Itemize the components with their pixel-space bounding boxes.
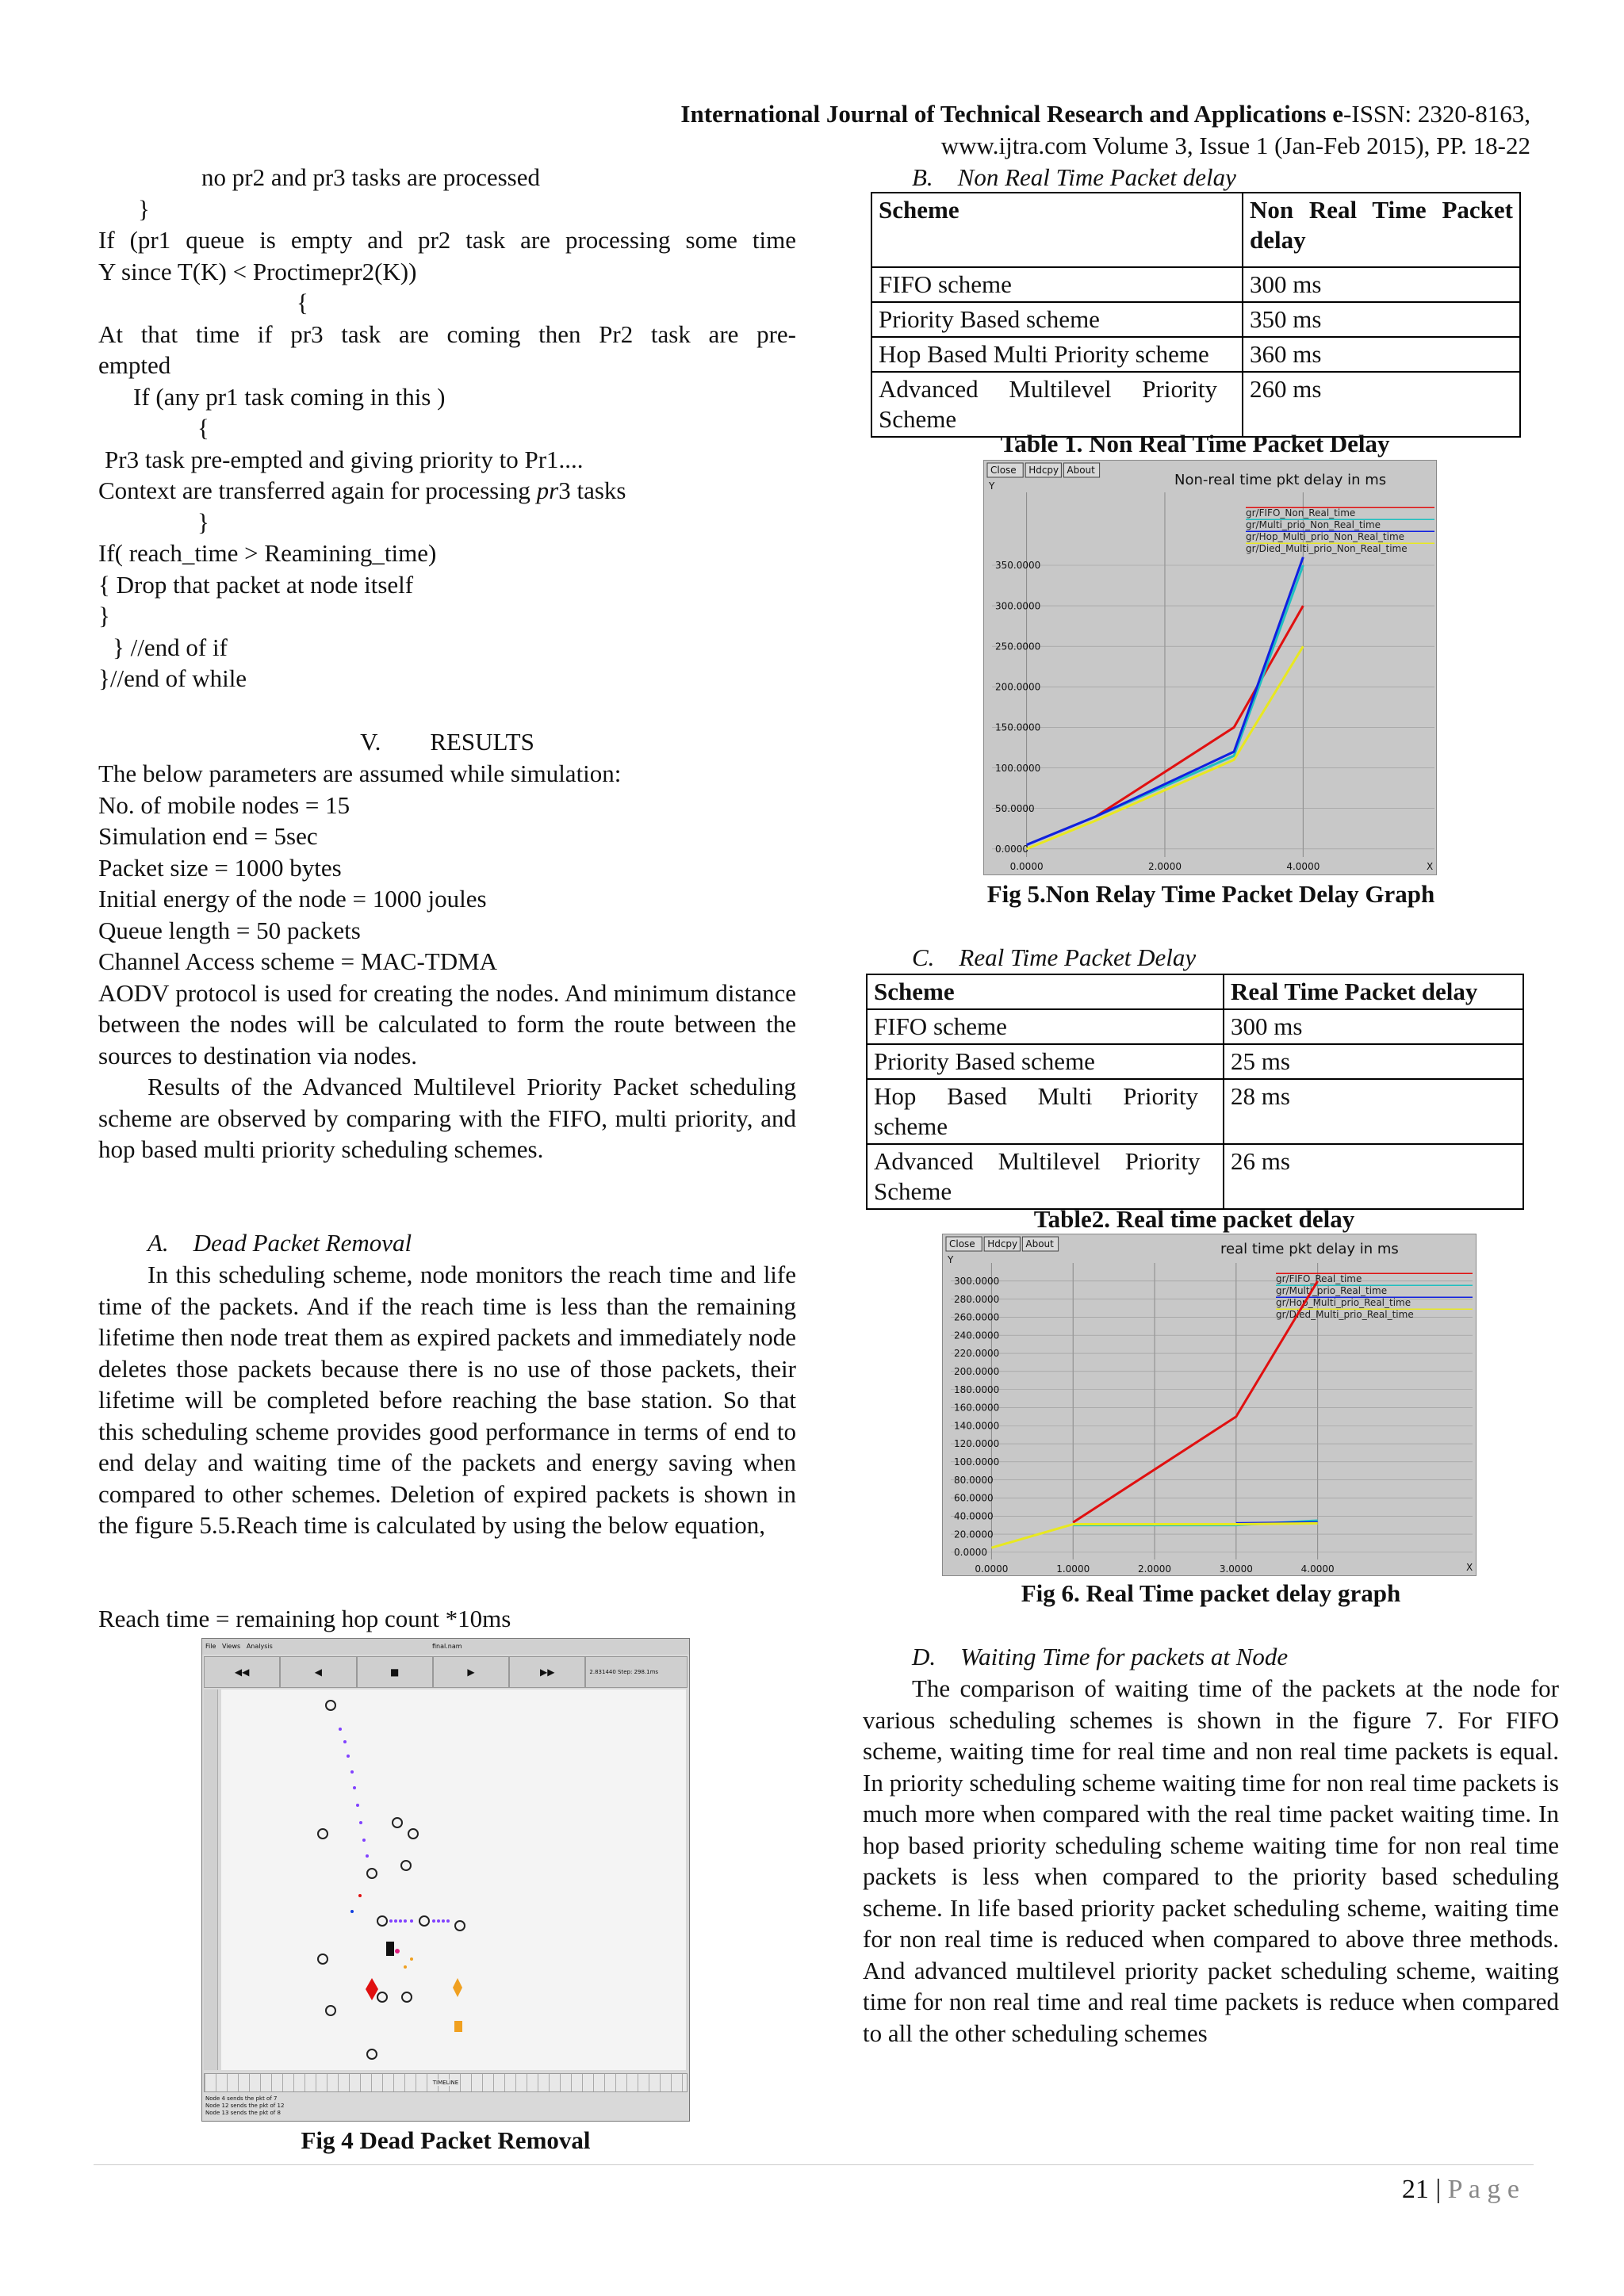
chart2-svg [943, 1234, 1477, 1577]
y-tick-label: 60.0000 [954, 1492, 994, 1504]
footer-divider [94, 2164, 1534, 2165]
x-tick-label: 2.0000 [1138, 1563, 1172, 1575]
legend-entry: gr/Multi_prio_Non_Real_time [1246, 519, 1381, 530]
y-axis-label: Y [989, 480, 995, 492]
simulation-params [98, 758, 796, 1165]
table-row: Priority Based scheme 350 ms [871, 302, 1520, 337]
param-line: Simulation end = 5sec [98, 822, 318, 850]
code-line: } [98, 602, 110, 629]
y-tick-label: 0.0000 [954, 1547, 987, 1559]
y-tick-label: 0.0000 [995, 843, 1028, 855]
results-paragraph: Results of the Advanced Multilevel Priority Packet scheduling scheme are observed by comparing with the FIFO, multi priority, and hop based multi priority scheduling schemes. [98, 1073, 796, 1163]
table1-caption: Table 1. Non Real Time Packet Delay [1000, 430, 1390, 457]
chart-non-real-time [983, 460, 1437, 875]
x-tick-label: 4.0000 [1286, 861, 1320, 872]
param-line: Initial energy of the node = 1000 joules [98, 885, 487, 913]
param-line: The below parameters are assumed while simulation: [98, 760, 622, 787]
fig4-caption: Fig 4 Dead Packet Removal [301, 2126, 591, 2154]
x-axis-label: X [1466, 1562, 1473, 1573]
section-d-heading: D. Waiting Time for packets at Node [912, 1643, 1289, 1670]
code-line: If (pr1 queue is empty and pr2 task are processing some time [98, 226, 796, 254]
y-tick-label: 100.0000 [995, 762, 1041, 774]
section-a-paragraph: In this scheduling scheme, node monitors the reach time and life time of the packets. And if the reach time is less than the remaining lifetime then node treat them as expired packets and immediately node deletes those packets because there is no use of those packets, their lifetime will be completed before reaching the base station. So that this scheduling scheme provides good performance in terms of end to end delay and waiting time of the packets and energy saving when compared to other schemes. Deletion of expired packets is shown in the figure 5.5.Reach time is calculated by using the below equation, [98, 1261, 796, 1539]
nam-title: final.nam [432, 1643, 462, 1650]
rewind-button[interactable]: ◀◀ [204, 1656, 280, 1688]
legend-entry: gr/Died_Multi_prio_Real_time [1276, 1309, 1414, 1320]
code-line: If (any pr1 task coming in this ) [133, 382, 446, 411]
journal-header [555, 98, 1530, 130]
y-tick-label: 160.0000 [954, 1402, 1000, 1414]
journal-volume: www.ijtra.com Volume 3, Issue 1 (Jan-Feb 2015), PP. 18-22 [940, 132, 1530, 159]
y-tick-label: 300.0000 [954, 1276, 1000, 1288]
y-tick-label: 200.0000 [995, 681, 1041, 693]
fig5-caption: Fig 5.Non Relay Time Packet Delay Graph [986, 880, 1435, 908]
table-header-cell: Scheme [871, 193, 1243, 267]
journal-title: International Journal of Technical Research and Applications e [680, 100, 1344, 128]
code-line: } //end of if [113, 633, 228, 661]
y-tick-label: 120.0000 [954, 1438, 1000, 1450]
y-axis-label: Y [948, 1254, 954, 1265]
timeline-bar[interactable]: TIMELINE [204, 2073, 688, 2092]
y-tick-label: 180.0000 [954, 1383, 1000, 1395]
table-header-cell: Non Real Time Packet delay [1243, 193, 1520, 267]
section-a-heading: A. Dead Packet Removal [147, 1229, 412, 1257]
table-header-row [871, 193, 1520, 267]
nam-zoom-bar[interactable] [204, 1689, 218, 2070]
table-row: Hop Based Multi Priority scheme 360 ms [871, 337, 1520, 372]
legend-entry: gr/FIFO_Real_time [1276, 1273, 1362, 1284]
chart-button-label: Close [990, 465, 1017, 476]
x-tick-label: 2.0000 [1147, 861, 1182, 872]
chart-title: Non-real time pkt delay in ms [1174, 472, 1387, 488]
code-line: } [197, 507, 209, 536]
param-line: No. of mobile nodes = 15 [98, 790, 350, 819]
x-axis-label: X [1427, 861, 1434, 872]
y-tick-label: 220.0000 [954, 1348, 1000, 1360]
code-line: no pr2 and pr3 tasks are processed [201, 163, 540, 191]
code-line: } [138, 194, 150, 223]
y-tick-label: 50.0000 [995, 802, 1035, 814]
chart-title: real time pkt delay in ms [1220, 1241, 1399, 1257]
y-tick-label: 200.0000 [954, 1366, 1000, 1378]
chart-button-label: About [1067, 465, 1095, 476]
section-d-paragraph: The comparison of waiting time of the packets at the node for various scheduling schemes is shown in the figure 7. For FIFO scheme, waiting time for real time and non real time packets is equal. In priority scheduling scheme waiting time for non real time packets is much more when compared with the real time packet waiting time. In hop based priority scheduling scheme waiting time for non real time packets is less when compared to the priority based scheduling scheme. In life based priority packet scheduling scheme, waiting time for non real time is reduced when compared to above three methods. And advanced multilevel priority packet scheduling scheme, waiting time for non real time and real time packets is reduce when compared to all the other scheduling schemes [863, 1674, 1559, 2047]
code-line: Context are transferred again for processing pr3 tasks [98, 476, 626, 504]
legend-entry: gr/Hop_Multi_prio_Non_Real_time [1246, 531, 1405, 542]
results-heading: V. RESULTS [360, 728, 534, 756]
chart-button-label: Close [949, 1238, 975, 1249]
x-tick-label: 4.0000 [1300, 1563, 1335, 1575]
y-tick-label: 280.0000 [954, 1293, 1000, 1305]
code-line: { Drop that packet at node itself [98, 570, 414, 599]
table-header-cell: Real Time Packet delay [1224, 974, 1523, 1009]
nam-controls [204, 1656, 688, 1688]
x-tick-label: 1.0000 [1056, 1563, 1090, 1575]
issn: -ISSN: 2320-8163, [1343, 100, 1530, 128]
nam-menu-analysis[interactable]: Analysis [246, 1643, 273, 1650]
nam-menu-views[interactable]: Views [222, 1643, 241, 1650]
chart-real-time [942, 1234, 1477, 1576]
x-tick-label: 3.0000 [1219, 1563, 1253, 1575]
code-line: If( reach_time > Reamining_time) [98, 539, 437, 567]
code-line: At that time if pr3 task are coming then Pr2 task are pre- [98, 320, 796, 348]
aodv-paragraph: AODV protocol is used for creating the nodes. And minimum distance between the nodes will be calculated to form the route between the sources to destination via nodes. [98, 978, 796, 1070]
table-row: Advanced Multilevel Priority Scheme 26 ms [867, 1144, 1523, 1209]
table2 [866, 974, 1524, 1210]
y-tick-label: 260.0000 [954, 1311, 1000, 1323]
code-line: { [297, 289, 308, 316]
y-tick-label: 40.0000 [954, 1510, 994, 1522]
y-tick-label: 150.0000 [995, 721, 1041, 733]
param-line: Queue length = 50 packets [98, 916, 361, 944]
page-number: 21 | P a g e [1401, 2175, 1519, 2204]
y-tick-label: 250.0000 [995, 641, 1041, 652]
code-line: empted [98, 351, 171, 379]
table1 [871, 192, 1521, 438]
x-tick-label: 0.0000 [1009, 861, 1044, 872]
param-line: Channel Access scheme = MAC-TDMA [98, 947, 498, 975]
legend-entry: gr/Died_Multi_prio_Non_Real_time [1246, 543, 1408, 554]
y-tick-label: 20.0000 [954, 1529, 994, 1540]
orange-square [454, 2021, 462, 2032]
nam-canvas [221, 1689, 686, 2070]
y-tick-label: 240.0000 [954, 1330, 1000, 1341]
section-c-heading: C. Real Time Packet Delay [912, 943, 1197, 971]
chart-button-label: Hdcpy [1028, 465, 1059, 476]
table-row: Advanced Multilevel Priority Scheme 260 ms [871, 372, 1520, 437]
code-line: { [197, 414, 209, 442]
stop-button[interactable]: ■ [357, 1656, 433, 1688]
table-header-row [867, 974, 1523, 1009]
legend-entry: gr/FIFO_Non_Real_time [1246, 507, 1356, 519]
fast-forward-button[interactable]: ▶▶ [509, 1656, 585, 1688]
pseudo-code [98, 162, 796, 695]
y-tick-label: 140.0000 [954, 1420, 1000, 1432]
legend-entry: gr/Hop_Multi_prio_Real_time [1276, 1297, 1411, 1308]
section-b-heading: B. Non Real Time Packet delay [912, 163, 1236, 191]
back-button[interactable]: ◀ [280, 1656, 356, 1688]
black-packet [386, 1942, 394, 1956]
table-row: FIFO scheme 300 ms [867, 1009, 1523, 1044]
fig6-caption: Fig 6. Real Time packet delay graph [1021, 1579, 1401, 1607]
chart-button-label: Hdcpy [987, 1238, 1018, 1249]
table-row: FIFO scheme 300 ms [871, 267, 1520, 302]
table2-caption: Table2. Real time packet delay [1033, 1205, 1355, 1233]
code-line: Y since T(K) < Proctimepr2(K)) [98, 257, 417, 285]
y-tick-label: 300.0000 [995, 600, 1041, 612]
nam-menubar [202, 1639, 689, 1655]
x-tick-label: 0.0000 [975, 1563, 1009, 1575]
chart-button-label: About [1025, 1238, 1054, 1249]
nam-simulator-window [201, 1638, 690, 2122]
table-row: Priority Based scheme 25 ms [867, 1044, 1523, 1079]
code-line: }//end of while [98, 664, 247, 692]
chart1-svg [984, 461, 1438, 876]
nam-menu-file[interactable]: File [205, 1643, 216, 1650]
code-line: Pr3 task pre-empted and giving priority to Pr1.... [105, 445, 584, 473]
legend-entry: gr/Multi_prio_Real_time [1276, 1285, 1388, 1296]
play-button[interactable]: ▶ [433, 1656, 509, 1688]
table-row: Hop Based Multi Priority scheme 28 ms [867, 1079, 1523, 1144]
y-tick-label: 100.0000 [954, 1456, 1000, 1468]
y-tick-label: 350.0000 [995, 560, 1041, 572]
time-display: 2.831440 Step: 298.1ms [585, 1656, 688, 1688]
nam-log: Node 4 sends the pkt of 7 Node 12 sends the pkt of 12 Node 13 sends the pkt of 8 [205, 2095, 285, 2116]
param-line: Packet size = 1000 bytes [98, 853, 342, 882]
table-header-cell: Scheme [867, 974, 1224, 1009]
reach-time-equation: Reach time = remaining hop count *10ms [98, 1605, 511, 1632]
y-tick-label: 80.0000 [954, 1474, 994, 1486]
